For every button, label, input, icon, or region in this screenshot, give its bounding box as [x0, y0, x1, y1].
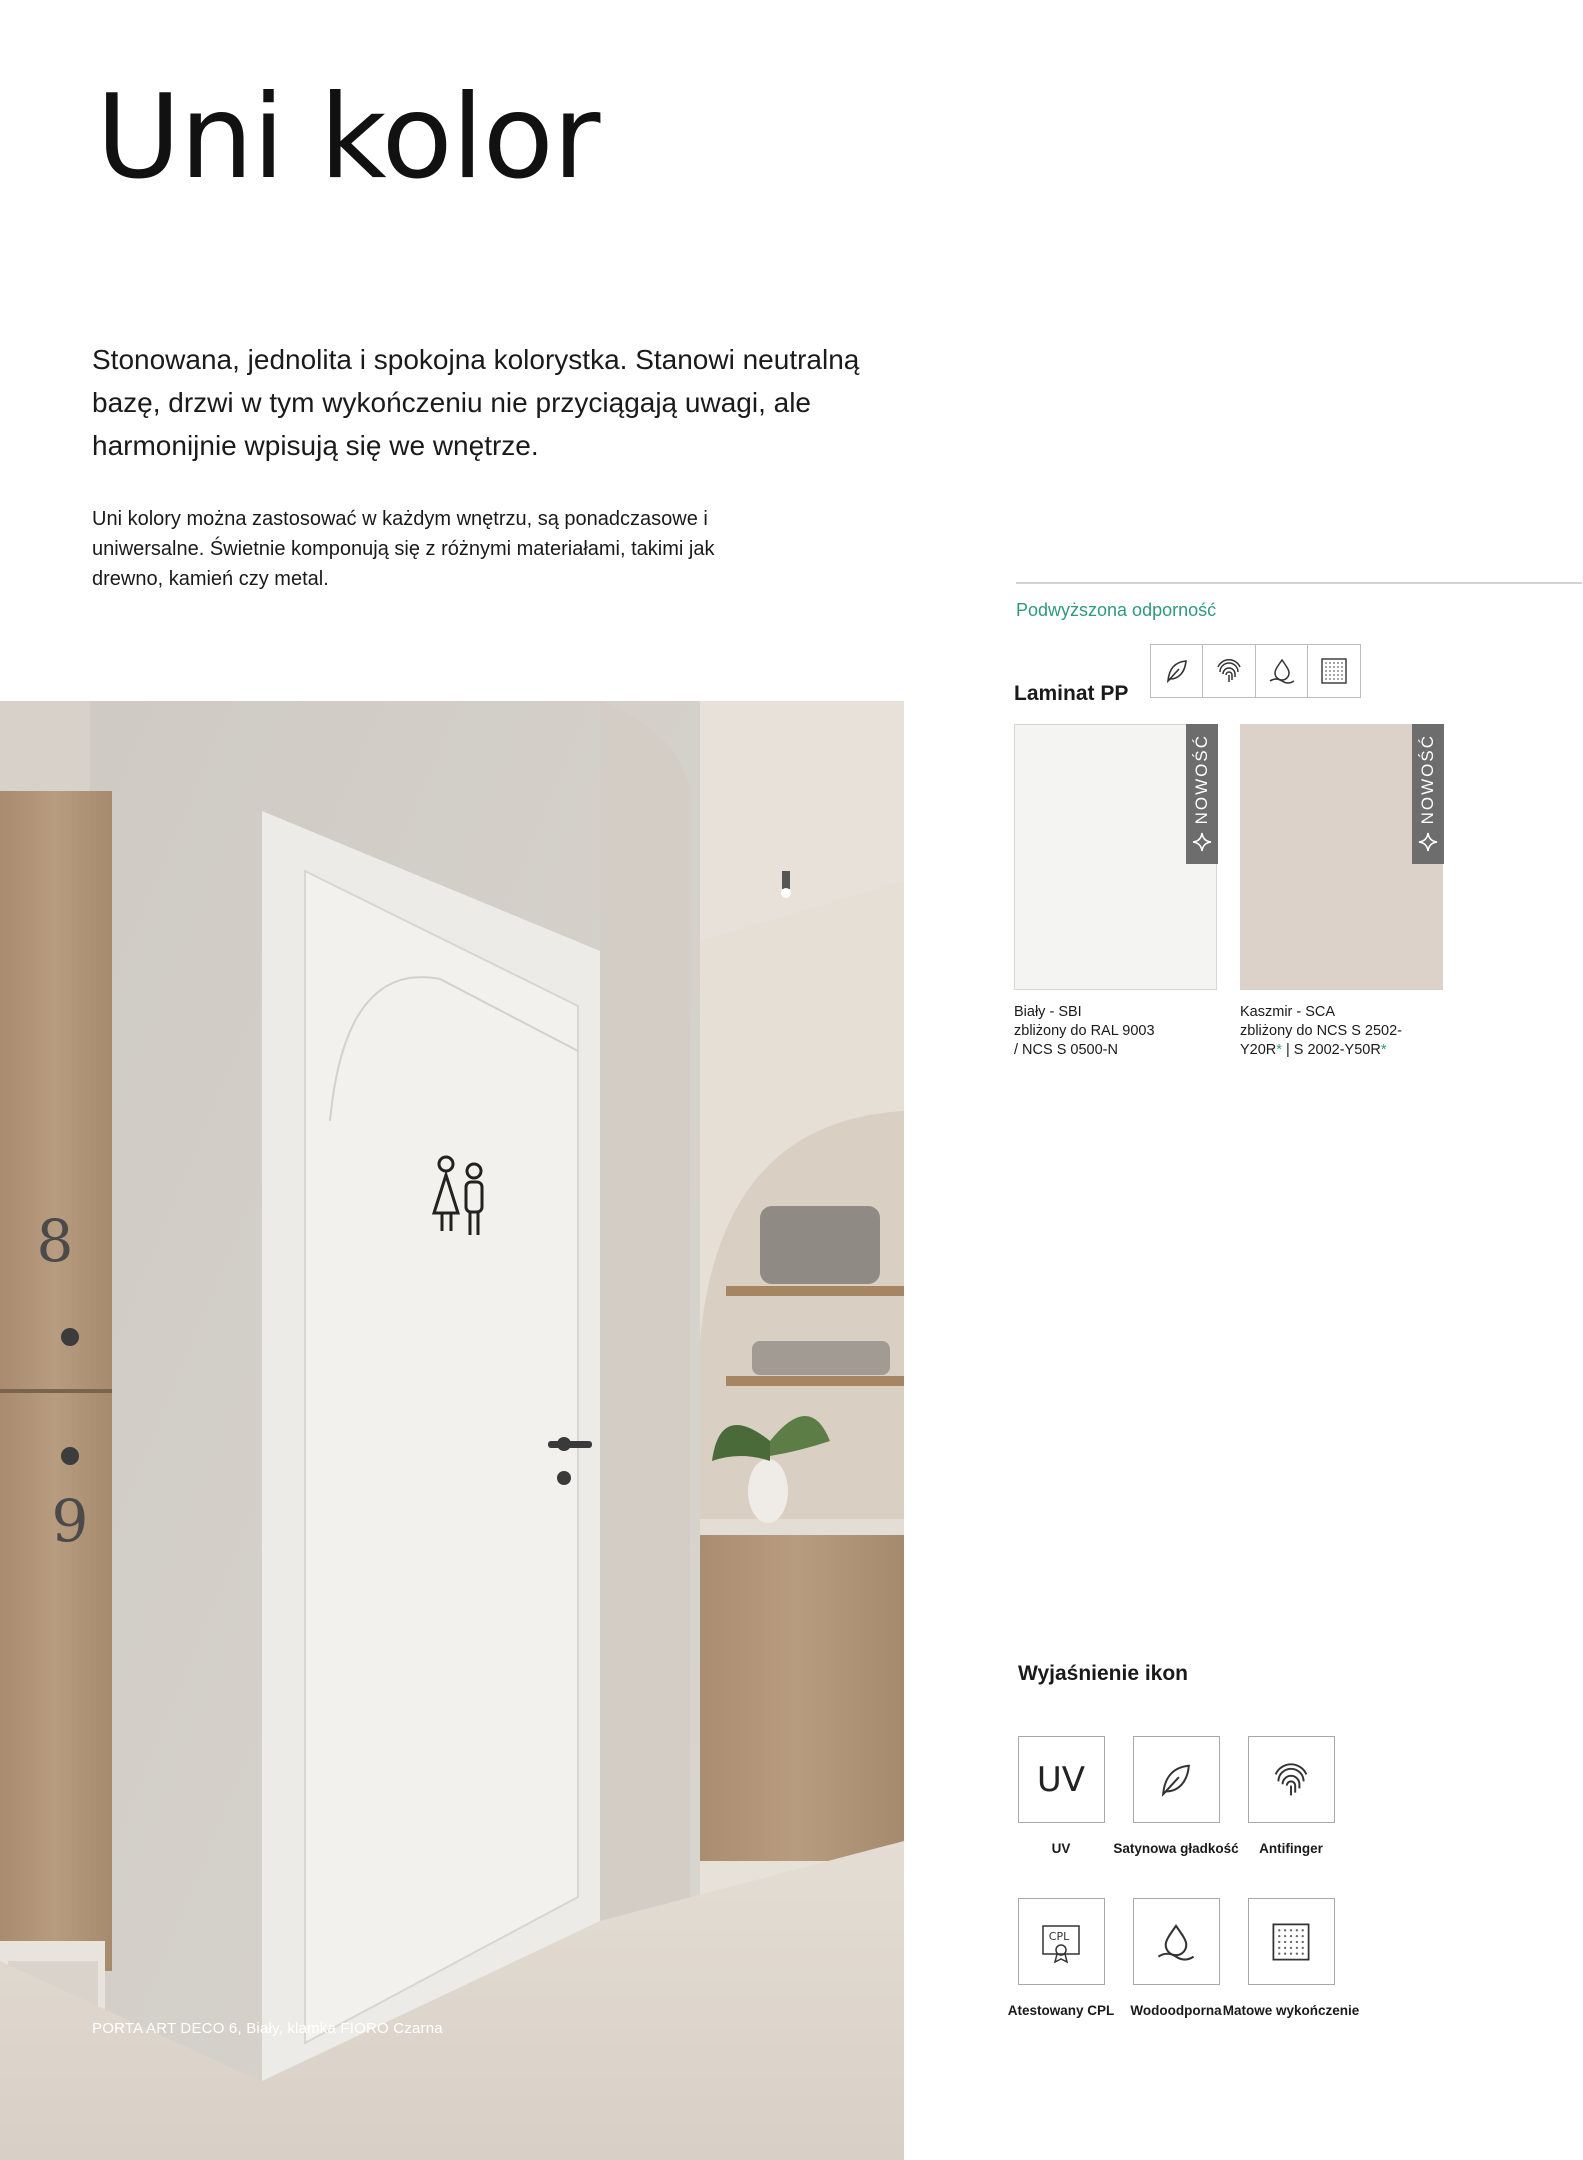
matte-dots-icon [1248, 1898, 1335, 1985]
leaf-icon [1133, 1736, 1220, 1823]
svg-text:9: 9 [51, 1487, 89, 1555]
swatch-bialy [1014, 724, 1217, 990]
svg-text:8: 8 [36, 1207, 74, 1275]
legend-uv: UV UV [986, 1736, 1136, 1857]
resistance-label: Podwyższona odporność [1016, 600, 1217, 620]
fingerprint-icon [1248, 1736, 1335, 1823]
legend-satin: Satynowa gładkość [1101, 1736, 1251, 1857]
interior-photo [0, 701, 904, 2160]
uv-icon: UV [1018, 1736, 1105, 1823]
cpl-certificate-icon [1018, 1898, 1105, 1985]
body-paragraph: Uni kolory można zastosować w każdym wnętrzu, są ponadczasowe i uniwersalne. Świetnie komponują się z różnymi materiałami, takimi jak drewno, kamień czy metal. [92, 508, 715, 590]
page-title: Uni kolor [96, 70, 600, 205]
legend-matte: Matowe wykończenie [1216, 1898, 1366, 2019]
svg-text:CPL: CPL [1048, 1929, 1070, 1943]
legend-waterproof: Wodoodporna [1101, 1898, 1251, 2019]
swatch-label-bialy: Biały - SBI zbliżony do RAL 9003 / NCS S 0500-N [1014, 1004, 1155, 1058]
new-badge: NOWOŚĆ [1186, 724, 1218, 864]
water-drop-icon [1255, 644, 1309, 698]
fingerprint-icon [1202, 644, 1256, 698]
sparkle-icon [1418, 832, 1438, 852]
legend-title: Wyjaśnienie ikon [1018, 1662, 1188, 1685]
section-divider [1016, 582, 1582, 584]
water-drop-icon [1133, 1898, 1220, 1985]
matte-dots-icon [1307, 644, 1361, 698]
leaf-icon [1150, 644, 1204, 698]
photo-caption: PORTA ART DECO 6, Biały, klamka FIORO Czarna [92, 2020, 443, 2037]
swatch-kaszmir [1240, 724, 1443, 990]
swatch-label-kaszmir: Kaszmir - SCA zbliżony do NCS S 2502- Y20R* | S 2002-Y50R* [1240, 1004, 1402, 1058]
legend-cpl: CPL Atestowany CPL [986, 1898, 1136, 2019]
lead-paragraph: Stonowana, jednolita i spokojna kolorystka. Stanowi neutralną bazę, drzwi w tym wykończeniu nie przyciągają uwagi, ale harmonijnie wpisują się we wnętrze. [92, 344, 860, 461]
sparkle-icon [1192, 832, 1212, 852]
legend-antifinger: Antifinger [1216, 1736, 1366, 1857]
material-label: Laminat PP [1014, 682, 1129, 705]
new-badge: NOWOŚĆ [1412, 724, 1444, 864]
feature-icon-strip [1151, 644, 1361, 698]
